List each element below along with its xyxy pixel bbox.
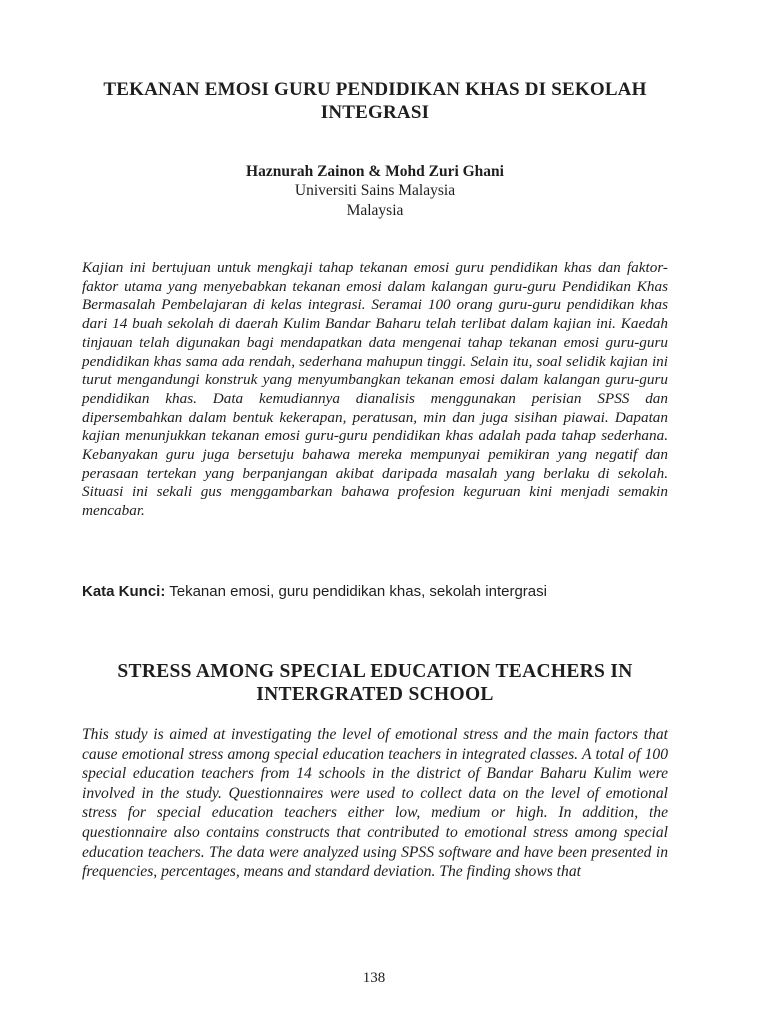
- paper-title-english: STRESS AMONG SPECIAL EDUCATION TEACHERS IN INTERGRATED SCHOOL: [117, 661, 633, 705]
- keywords-text: Tekanan emosi, guru pendidikan khas, sekolah intergrasi: [169, 583, 547, 600]
- authors: Haznurah Zainon & Mohd Zuri Ghani: [246, 163, 504, 180]
- abstract-malay: Kajian ini bertujuan untuk mengkaji tahap tekanan emosi guru pendidikan khas dan faktor-faktor utama yang menyebabkan tekanan emosi dalam kalangan guru-guru Pendidikan Khas Bermasalah Pembelajaran di kelas integrasi. Seramai 100 orang guru-guru pendidikan khas dari 14 buah sekolah di daerah Kulim Bandar Baharu telah terlibat dalam kajian ini. Kaedah tinjauan telah digunakan bagi mendapatkan data mengenai tahap tekanan emosi guru-guru pendidikan khas sama ada rendah, sederhana mahupun tinggi. Selain itu, soal selidik kajian ini turut mengandungi konstruk yang menyumbangkan tekanan emosi dalam kalangan guru-guru pendidikan khas. Data kemudiannya dianalisis menggunakan perisian SPSS dan dipersembahkan dalam bentuk kekerapan, peratusan, min dan juga sisihan piawai. Dapatan kajian menunjukkan tekanan emosi guru-guru pendidikan khas adalah pada tahap sederhana. Kebanyakan guru juga bersetuju bahawa mereka mempunyai pemikiran yang negatif dan perasaan tertekan yang berpanjangan akibat daripada masalah yang berlaku di sekolah. Situasi ini sekali gus menggambarkan bahawa profesion keguruan kini menjadi semakin mencabar.: [82, 259, 668, 520]
- keywords-label: Kata Kunci:: [82, 583, 166, 600]
- paper-title-malay: TEKANAN EMOSI GURU PENDIDIKAN KHAS DI SEKOLAH INTEGRASI: [103, 79, 647, 123]
- affiliation-university: Universiti Sains Malaysia: [294, 182, 456, 199]
- affiliation-country: Malaysia: [346, 202, 404, 219]
- abstract-english: This study is aimed at investigating the level of emotional stress and the main factors that cause emotional stress among special education teachers in integrated classes. A total of 100 special education teachers from 14 schools in the district of Bandar Baharu Kulim were involved in the study. Questionnaires were used to collect data on the level of emotional stress for special education teachers either low, medium or high. In addition, the questionnaire also contains constructs that contributed to emotional stress among special education teachers. The data were analyzed using SPSS software and have been presented in frequencies, percentages, means and standard deviation. The finding shows that: [82, 726, 668, 881]
- page-number: 138: [362, 970, 386, 986]
- keywords: [82, 582, 682, 602]
